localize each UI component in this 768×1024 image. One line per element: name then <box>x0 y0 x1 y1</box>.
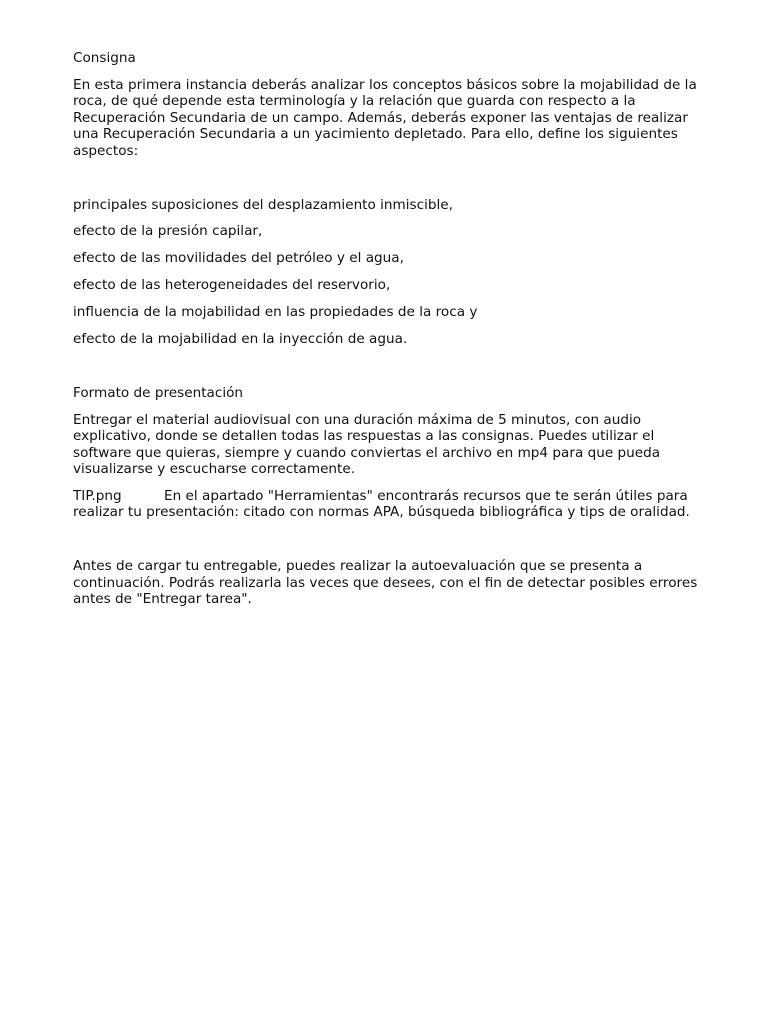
section-title-formato: Formato de presentación <box>73 384 244 401</box>
list-item: efecto de la mojabilidad en la inyección de agua. <box>73 331 408 348</box>
list-item: efecto de las movilidades del petróleo y el agua, <box>73 250 404 267</box>
list-item: efecto de la presión capilar, <box>73 223 263 240</box>
tip-text: En el apartado "Herramientas" encontrarás recursos que te serán útiles para realizar tu presentación: citado con normas APA, búsqueda bibliográfica y tips de oralidad. <box>73 487 690 521</box>
list-item: influencia de la mojabilidad en las propiedades de la roca y <box>73 304 478 321</box>
spacer <box>73 358 713 385</box>
tip-image-placeholder: TIP.png <box>73 487 122 504</box>
formato-paragraph: Entregar el material audiovisual con una duración máxima de 5 minutos, con audio explicativo, donde se detallen todas las respuestas a las consignas. Puedes utilizar el software que quieras, siempre y cuando conviertas el archivo en mp4 para que pueda visualizarse y escucharse correctamente. <box>73 411 661 478</box>
list-item: efecto de las heterogeneidades del reservorio, <box>73 277 391 294</box>
consigna-intro-paragraph: En esta primera instancia deberás analizar los conceptos básicos sobre la mojabilidad de la roca, de qué depende esta terminología y la relación que guarda con respecto a la Recuperación Secundaria de un campo. Además, deberás exponer las ventajas de realizar una Recuperación Secundaria a un yacimiento depletado. Para ello, define los siguientes aspectos: <box>73 76 697 159</box>
spacer <box>73 170 713 197</box>
list-item: principales suposiciones del desplazamiento inmiscible, <box>73 196 453 213</box>
document-page <box>73 50 713 618</box>
aspects-list <box>73 197 713 348</box>
autoevaluacion-paragraph: Antes de cargar tu entregable, puedes realizar la autoevaluación que se presenta a continuación. Podrás realizarla las veces que desees, con el fin de detectar posibles errores antes de "Entregar tarea". <box>73 558 698 608</box>
spacer <box>73 531 713 558</box>
tip-paragraph <box>73 488 713 521</box>
section-title-consigna: Consigna <box>73 50 136 66</box>
